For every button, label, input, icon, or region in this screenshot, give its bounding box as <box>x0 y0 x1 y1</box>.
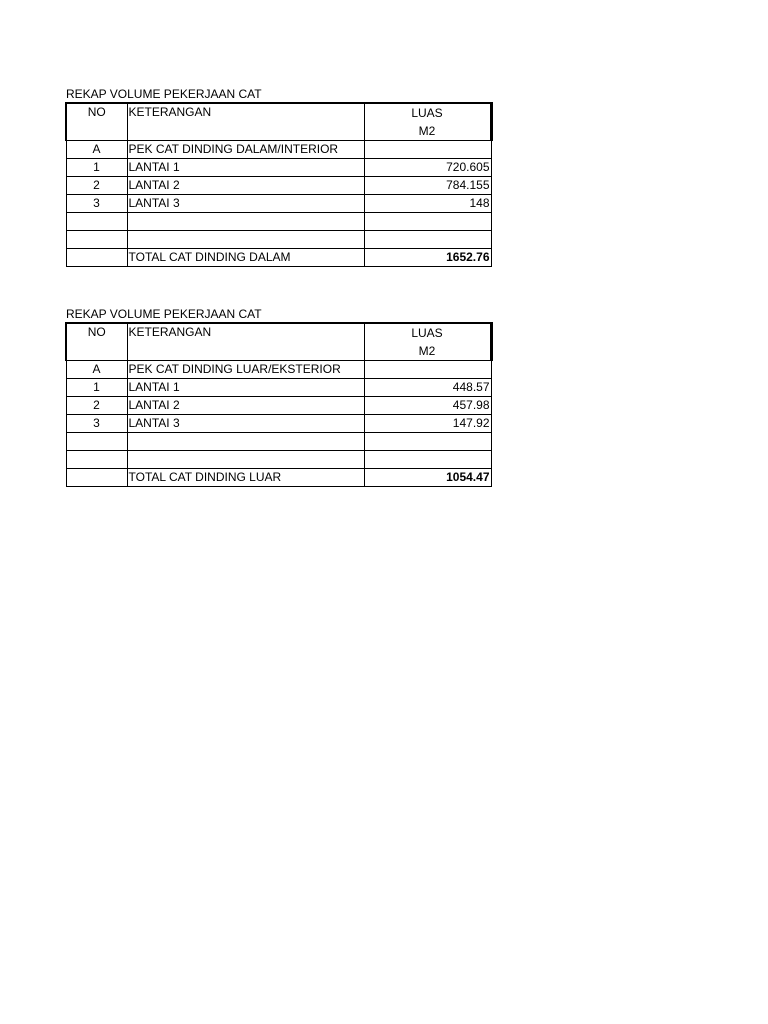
cell-empty <box>127 213 364 231</box>
table-row-empty <box>66 213 491 231</box>
cell-luas: 784.155 <box>364 177 491 195</box>
cell-keterangan: LANTAI 3 <box>127 195 364 213</box>
table-header-row <box>66 103 491 141</box>
cell-empty <box>364 433 491 451</box>
cell-empty <box>364 213 491 231</box>
cell-empty <box>66 213 127 231</box>
cell-luas <box>364 141 491 159</box>
total-value: 1054.47 <box>364 469 491 487</box>
cell-keterangan: PEK CAT DINDING LUAR/EKSTERIOR <box>127 361 364 379</box>
cell-luas: 448.57 <box>364 379 491 397</box>
cell-keterangan: LANTAI 1 <box>127 379 364 397</box>
section-title: REKAP VOLUME PEKERJAAN CAT <box>66 307 262 321</box>
cell-empty <box>364 231 491 249</box>
cell-keterangan: PEK CAT DINDING DALAM/INTERIOR <box>127 141 364 159</box>
cell-empty <box>66 451 127 469</box>
cell-empty <box>66 249 127 267</box>
cell-luas: 147.92 <box>364 415 491 433</box>
cell-luas: 148 <box>364 195 491 213</box>
cell-keterangan: LANTAI 3 <box>127 415 364 433</box>
table-row <box>66 415 491 433</box>
cell-empty <box>66 231 127 249</box>
header-luas <box>364 103 491 141</box>
table-row-empty <box>66 231 491 249</box>
table-row-group <box>66 141 491 159</box>
cell-empty <box>66 469 127 487</box>
header-luas-unit: M2 <box>418 124 436 138</box>
header-keterangan: KETERANGAN <box>127 323 364 361</box>
section-title: REKAP VOLUME PEKERJAAN CAT <box>66 87 262 101</box>
cell-no: A <box>66 141 127 159</box>
header-luas <box>364 323 491 361</box>
cell-luas: 720.605 <box>364 159 491 177</box>
header-luas-label: LUAS <box>411 326 443 340</box>
cell-keterangan: LANTAI 2 <box>127 397 364 415</box>
cell-luas: 457.98 <box>364 397 491 415</box>
header-luas-unit: M2 <box>418 344 436 358</box>
cell-no: 2 <box>66 177 127 195</box>
recap-table-interior <box>65 102 493 267</box>
cell-empty <box>364 451 491 469</box>
header-keterangan: KETERANGAN <box>127 103 364 141</box>
cell-keterangan: LANTAI 2 <box>127 177 364 195</box>
cell-empty <box>127 231 364 249</box>
table-row <box>66 195 491 213</box>
recap-section-interior <box>65 86 490 267</box>
table-header-row <box>66 323 491 361</box>
table-row <box>66 177 491 195</box>
table-row <box>66 159 491 177</box>
recap-section-exterior <box>65 306 490 487</box>
header-luas-label: LUAS <box>411 106 443 120</box>
total-label: TOTAL CAT DINDING LUAR <box>127 469 364 487</box>
cell-no: A <box>66 361 127 379</box>
total-value: 1652.76 <box>364 249 491 267</box>
total-label: TOTAL CAT DINDING DALAM <box>127 249 364 267</box>
table-row-group <box>66 361 491 379</box>
table-row-empty <box>66 433 491 451</box>
header-no: NO <box>66 323 127 361</box>
cell-no: 3 <box>66 415 127 433</box>
cell-empty <box>66 433 127 451</box>
table-row-total <box>66 249 491 267</box>
cell-keterangan: LANTAI 1 <box>127 159 364 177</box>
table-row-total <box>66 469 491 487</box>
recap-table-exterior <box>65 322 493 487</box>
cell-luas <box>364 361 491 379</box>
cell-empty <box>127 451 364 469</box>
cell-no: 1 <box>66 159 127 177</box>
cell-no: 3 <box>66 195 127 213</box>
table-row-empty <box>66 451 491 469</box>
table-row <box>66 379 491 397</box>
table-row <box>66 397 491 415</box>
header-no: NO <box>66 103 127 141</box>
cell-no: 1 <box>66 379 127 397</box>
cell-empty <box>127 433 364 451</box>
cell-no: 2 <box>66 397 127 415</box>
